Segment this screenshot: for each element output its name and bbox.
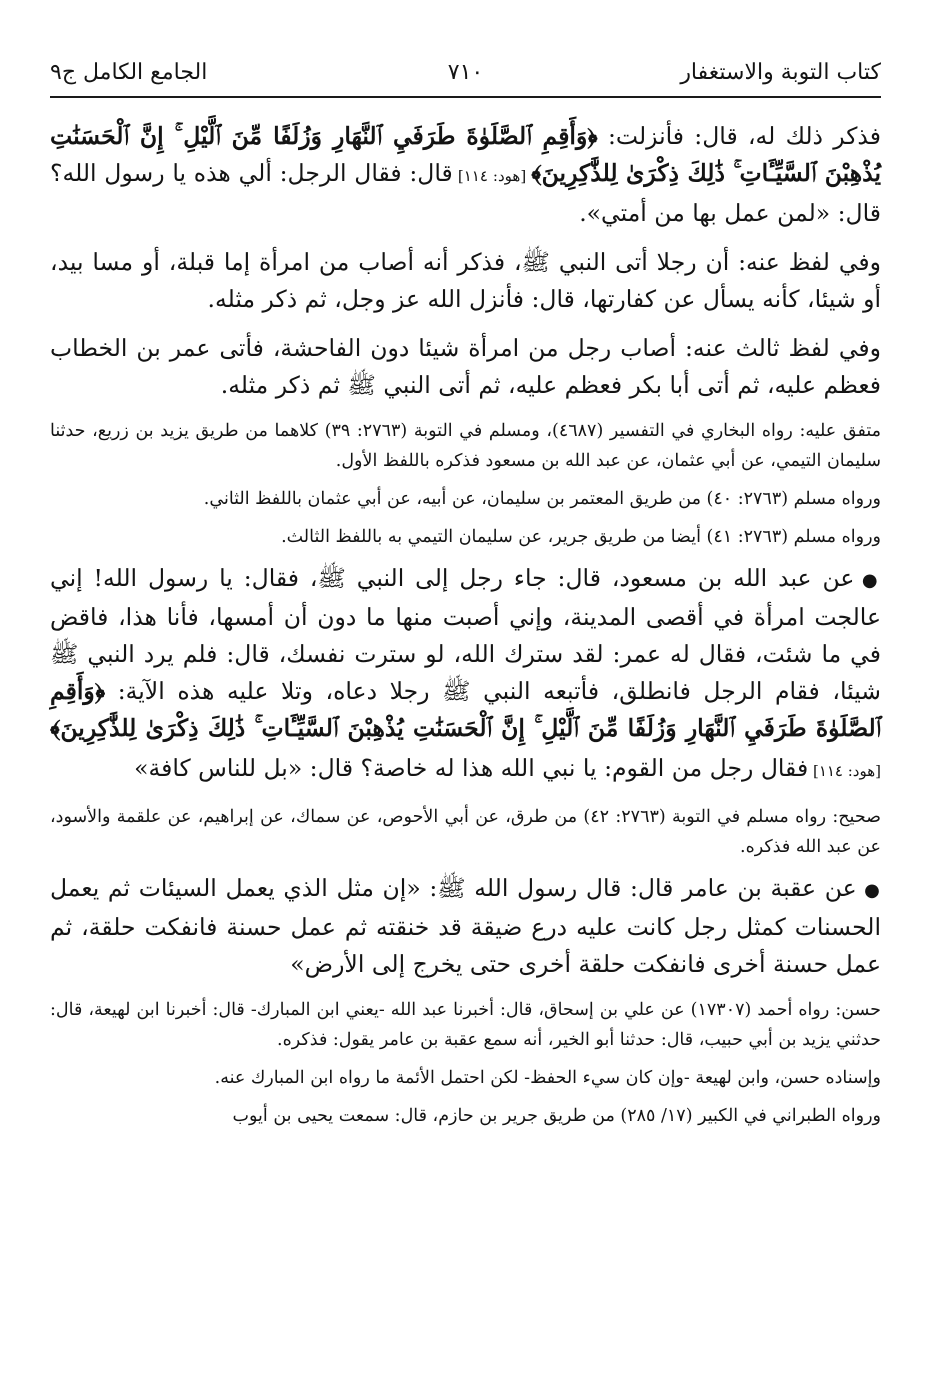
- quran-verse: ﴿وَأَقِمِ ٱلصَّلَوٰةَ طَرَفَيِ ٱلنَّهَارِ وَزُلَفًا مِّنَ ٱلَّيْلِ ۚ إِنَّ ٱلْحَسَنَٰتِ يُذْهِبْنَ ٱلسَّيِّـَٔاتِ ۚ ذَٰلِكَ ذِكْرَىٰ لِلذَّٰكِرِينَ﴾: [50, 122, 882, 187]
- takhrij-note-6: وإسناده حسن، وابن لهيعة -وإن كان سيء الحفظ- لكن احتمل الأئمة ما رواه ابن المبارك عنه.: [214, 1068, 881, 1088]
- takhrij-note-1: متفق عليه: رواه البخاري في التفسير (٤٦٨٧)، ومسلم في التوبة (٢٧٦٣: ٣٩) كلاهما من طريق يزيد بن زريع، حدثنا سليمان التيمي، عن أبي عثمان، عن عبد الله بن مسعود فذكره باللفظ الأول.: [50, 421, 881, 471]
- takhrij-note-3: ورواه مسلم (٢٧٦٣: ٤١) أيضا من طريق جرير، عن سليمان التيمي به باللفظ الثالث.: [281, 527, 881, 547]
- hadith-paragraph-2: وفي لفظ عنه: أن رجلا أتى النبي ﷺ، فذكر أنه أصاب من امرأة إما قبلة، أو مسا بيد، أو شيئا، كأنه يسأل عن كفارتها، قال: فأنزل الله عز وجل، ثم ذكر مثله.: [50, 248, 881, 313]
- bullet-icon: ●: [864, 880, 881, 901]
- page-number: ٧١٠: [447, 60, 484, 85]
- hadith-paragraph-1: [50, 118, 881, 232]
- hadith-paragraph-5: [50, 870, 881, 983]
- verse-reference: [هود: ١١٤]: [452, 167, 532, 185]
- hadith-paragraph-3: وفي لفظ ثالث عنه: أصاب رجل من امرأة شيئا دون الفاحشة، فأتى عمر بن الخطاب فعظم عليه، ثم أتى أبا بكر فعظم عليه، ثم أتى النبي ﷺ ثم ذكر مثله.: [50, 334, 881, 399]
- text: فقال رجل من القوم: يا نبي الله هذا له خاصة؟ قال: «بل للناس كافة»: [134, 754, 809, 782]
- page-content: [50, 118, 881, 1139]
- page-header: [50, 56, 881, 90]
- quran-verse: ﴿وَأَقِمِ ٱلصَّلَوٰةَ طَرَفَيِ ٱلنَّهَارِ وَزُلَفًا مِّنَ ٱلَّيْلِ ۚ إِنَّ ٱلْحَسَنَٰتِ يُذْهِبْنَ ٱلسَّيِّـَٔاتِ ۚ ذَٰلِكَ ذِكْرَىٰ لِلذَّٰكِرِينَ﴾: [50, 677, 881, 742]
- series-title: الجامع الكامل ج٩: [50, 60, 208, 85]
- text: عن عبد الله بن مسعود، قال: جاء رجل إلى النبي ﷺ، فقال: يا رسول الله! إني عالجت امرأة في أقصى المدينة، وإني أصبت منها ما دون أن أمسها، فأنا هذا، فاقض في ما شئت، فقال له عمر: لقد سترك الله، لو سترت نفسك، قال: فلم يرد النبي ﷺ شيئا، فقام الرجل فانطلق، فأتبعه النبي ﷺ رجلا دعاه، وتلا عليه هذه الآية:: [50, 564, 881, 705]
- takhrij-note-2: ورواه مسلم (٢٧٦٣: ٤٠) من طريق المعتمر بن سليمان، عن أبيه، عن أبي عثمان باللفظ الثاني.: [203, 489, 881, 509]
- text: فذكر ذلك له، قال: فأنزلت:: [597, 122, 881, 150]
- text: عن عقبة بن عامر قال: قال رسول الله ﷺ: «إن مثل الذي يعمل السيئات ثم يعمل الحسنات كمثل رجل كانت عليه درع ضيقة قد خنقته ثم عمل حسنة فانفكت حلقة، ثم عمل حسنة أخرى فانفكت حلقة أخرى حتى يخرج إلى الأرض»: [50, 874, 881, 978]
- header-rule: [50, 96, 881, 98]
- takhrij-note-5: حسن: رواه أحمد (١٧٣٠٧) عن علي بن إسحاق، قال: أخبرنا عبد الله -يعني ابن المبارك- قال: أخبرنا ابن لهيعة، قال: حدثني يزيد بن أبي حبيب، قال: حدثنا أبو الخير، أنه سمع عقبة بن عامر يقول: فذكره.: [50, 1000, 882, 1050]
- takhrij-note-4: صحيح: رواه مسلم في التوبة (٢٧٦٣: ٤٢) من طرق، عن أبي الأحوص، عن سماك، عن إبراهيم، عن علقمة والأسود، عن عبد الله فذكره.: [50, 807, 881, 857]
- verse-reference: [هود: ١١٤]: [808, 762, 881, 780]
- hadith-paragraph-4: [50, 560, 881, 790]
- book-page: [50, 0, 881, 1373]
- takhrij-note-7: ورواه الطبراني في الكبير (١٧/ ٢٨٥) من طريق جرير بن حازم، قال: سمعت يحيى بن أيوب: [232, 1106, 881, 1126]
- bullet-icon: ●: [861, 570, 881, 591]
- book-title: كتاب التوبة والاستغفار: [680, 60, 881, 85]
- text: قال: فقال الرجل: ألي هذه يا رسول الله؟ قال: «لمن عمل بها من أمتي».: [50, 159, 881, 227]
